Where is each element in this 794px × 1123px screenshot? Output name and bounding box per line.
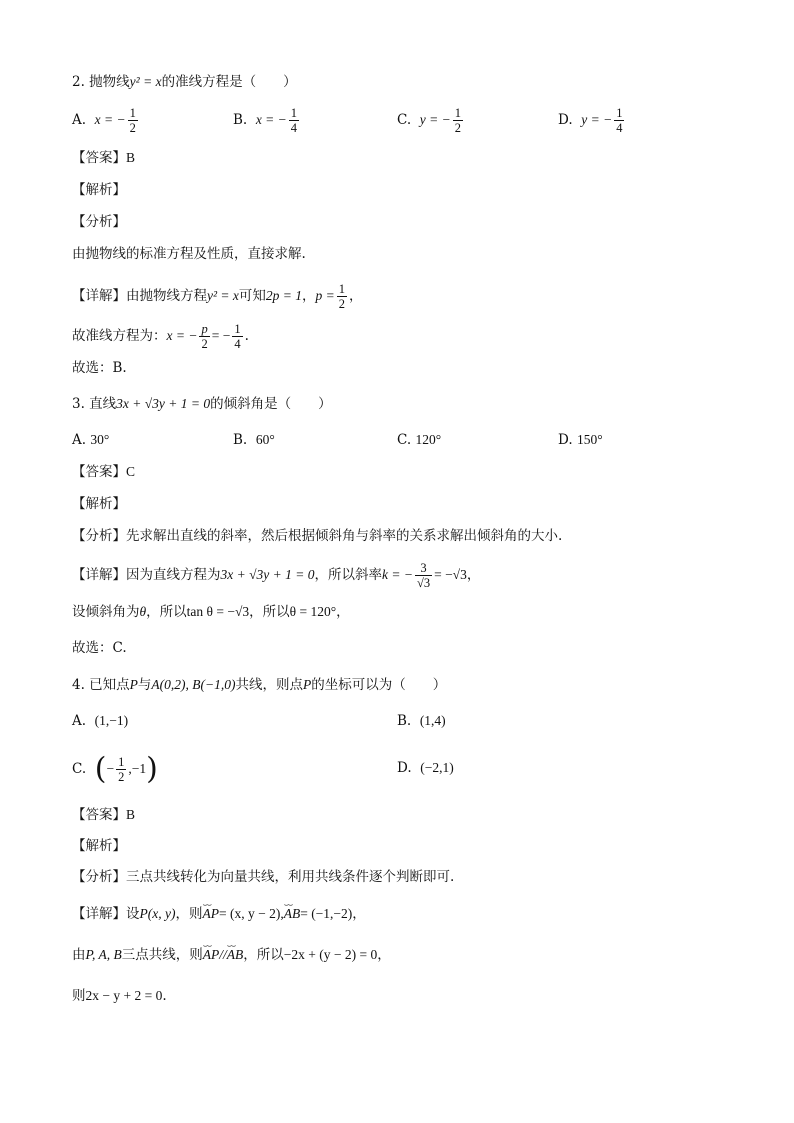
option-label: A. xyxy=(72,432,87,448)
equation: P, A, B xyxy=(85,947,122,962)
option-label: A. xyxy=(72,112,87,128)
text: 共线，则点 xyxy=(235,677,304,693)
q4-option-c: C. (− $\frac{1}{2}$ ,−1) xyxy=(72,751,158,787)
text: ，所以 xyxy=(146,604,187,620)
text: . xyxy=(162,988,167,1004)
q2-option-b xyxy=(233,106,301,135)
fraction: $\frac{3}{√3}$ xyxy=(416,561,431,590)
equation: 3x + √3y + 1 = 0 xyxy=(220,567,315,582)
q2-option-d xyxy=(558,106,626,135)
q2-option-a xyxy=(72,106,140,135)
text: 设 xyxy=(126,906,140,922)
answer-tag: 【答案】 xyxy=(72,150,126,166)
option-fraction: $\frac{1}{2}$ xyxy=(454,106,461,135)
q2-jiexi-tag: 【解析】 xyxy=(72,182,126,198)
option-label: C. xyxy=(72,761,87,777)
vector: ⌣⌣ AB xyxy=(227,945,244,965)
text: 因为直线方程为 xyxy=(126,567,221,583)
option-text: (1,−1) xyxy=(94,713,129,728)
equation: 2p = 1 xyxy=(265,288,303,303)
q3-stem-equation: 3x + √3y + 1 = 0 xyxy=(116,396,211,411)
option-label: B. xyxy=(233,112,248,128)
text: ，所以 xyxy=(249,604,290,620)
q3-xiangjie xyxy=(72,561,480,590)
option-text: (−2,1) xyxy=(420,760,454,775)
q2-stem-equation: y² = x xyxy=(129,74,162,89)
text: 设倾斜角为 xyxy=(72,604,140,620)
q4-final-line xyxy=(72,986,167,1006)
option-label: D. xyxy=(397,760,412,776)
text: 三点共线，则 xyxy=(121,947,203,963)
equation: // xyxy=(219,947,227,962)
equation: tan θ = −√3 xyxy=(186,604,250,619)
equation: P(x, y) xyxy=(139,906,176,921)
q2-option-c xyxy=(397,106,465,135)
option-fraction: $\frac{1}{4}$ xyxy=(616,106,623,135)
option-lhs: y = − xyxy=(419,112,451,127)
option-label: C. xyxy=(397,112,412,128)
fraction: $\frac{p}{2}$ xyxy=(201,322,208,351)
text: ， xyxy=(302,288,316,304)
q2-stem-suffix: 的准线方程是（ ） xyxy=(161,74,297,90)
option-label: D. xyxy=(558,432,573,448)
fraction: $\frac{1}{2}$ xyxy=(338,282,346,311)
answer-tag: 【答案】 xyxy=(72,807,126,823)
q4-jiexi-tag: 【解析】 xyxy=(72,838,126,854)
equation: = − xyxy=(211,328,231,343)
q4-option-b xyxy=(397,711,446,731)
equation: −2x + (y − 2) = 0 xyxy=(283,947,378,962)
q3-option-a xyxy=(72,430,109,450)
text: 则 xyxy=(72,988,86,1004)
q2-fenxi-text: 由抛物线的标准方程及性质，直接求解. xyxy=(72,246,306,262)
text: ， xyxy=(466,567,481,583)
equation: = (x, y − 2), xyxy=(218,906,284,921)
option-lhs: y = − xyxy=(581,112,613,127)
text: 由 xyxy=(72,947,86,963)
option-label: C. xyxy=(397,432,412,448)
equation: P xyxy=(129,677,138,692)
option-fraction: $\frac{1}{2}$ xyxy=(129,106,136,135)
q3-jiexi-tag: 【解析】 xyxy=(72,496,126,512)
xiangjie-tag: 【详解】 xyxy=(72,906,126,922)
text: ，所以斜率 xyxy=(314,567,382,583)
text: 4. 已知点 xyxy=(72,677,130,693)
q2-stem xyxy=(72,72,297,92)
answer-tag: 【答案】 xyxy=(72,464,126,480)
option-text: ,−1 xyxy=(128,761,147,776)
q2-fenxi-tag: 【分析】 xyxy=(72,214,126,230)
q4-answer xyxy=(72,805,135,825)
fenxi-tag: 【分析】 xyxy=(72,528,126,544)
option-lhs: x = − xyxy=(255,112,287,127)
q2-stem-prefix: 2. 抛物线 xyxy=(72,74,130,90)
fenxi-tag: 【分析】 xyxy=(72,869,126,885)
option-lhs: x = − xyxy=(94,112,126,127)
text: ，则 xyxy=(175,906,203,922)
option-label: B. xyxy=(233,432,248,448)
option-label: D. xyxy=(558,112,573,128)
equation: = (−1,−2) xyxy=(300,906,353,921)
option-text: 120° xyxy=(415,432,442,447)
fenxi-text: 先求解出直线的斜率，然后根据倾斜角与斜率的关系求解出倾斜角的大小. xyxy=(126,528,563,544)
answer-value: C xyxy=(126,464,136,479)
q4-collinear-line xyxy=(72,945,391,965)
option-text: 150° xyxy=(576,432,603,447)
text: ， xyxy=(352,906,366,922)
q3-stem xyxy=(72,394,332,414)
q3-option-d xyxy=(558,430,603,450)
vector: ⌣⌣ AB xyxy=(284,904,301,924)
option-text: − xyxy=(106,761,115,776)
vector: ⌣⌣ AP xyxy=(202,904,219,924)
text: 由抛物线方程 xyxy=(126,288,207,304)
option-label: A. xyxy=(72,713,87,729)
equation: A(0,2), B(−1,0) xyxy=(151,677,236,692)
q3-stem-suffix: 的倾斜角是（ ） xyxy=(210,396,332,412)
equation: p = xyxy=(315,288,335,303)
equation: k = − xyxy=(381,567,413,582)
q2-conclusion: 故选：B. xyxy=(72,360,127,376)
text: 与 xyxy=(137,677,152,693)
text: ， xyxy=(377,947,391,963)
answer-value: B xyxy=(126,150,136,165)
option-fraction: $\frac{1}{2}$ xyxy=(118,755,125,784)
q2-xiangjie xyxy=(72,282,363,311)
equation: θ = 120° xyxy=(289,604,337,619)
q2-directrix-line xyxy=(72,322,249,351)
text: 故准线方程为： xyxy=(72,328,167,344)
text: ， xyxy=(349,288,363,304)
q4-xiangjie xyxy=(72,904,366,924)
text: ，所以 xyxy=(243,947,284,963)
option-text: 60° xyxy=(255,432,275,447)
fenxi-text: 三点共线转化为向量共线，利用共线条件逐个判断即可. xyxy=(126,869,455,885)
vector: ⌣⌣ AP xyxy=(203,945,220,965)
option-label: B. xyxy=(397,713,412,729)
q3-conclusion: 故选：C. xyxy=(72,640,127,656)
text: ， xyxy=(336,604,350,620)
q4-option-a xyxy=(72,711,128,731)
text: . xyxy=(244,328,249,344)
q3-fenxi xyxy=(72,526,562,546)
q3-stem-prefix: 3. 直线 xyxy=(72,396,117,412)
equation: y² = x xyxy=(207,288,239,303)
equation: 2x − y + 2 = 0 xyxy=(85,988,163,1003)
equation: P xyxy=(303,677,312,692)
answer-value: B xyxy=(126,807,136,822)
option-text: 30° xyxy=(90,432,110,447)
q3-angle-line xyxy=(72,602,350,622)
q4-stem xyxy=(72,675,446,695)
equation: θ xyxy=(139,604,147,619)
fraction: $\frac{1}{4}$ xyxy=(234,322,241,351)
option-text: (1,4) xyxy=(419,713,446,728)
equation: = −√3 xyxy=(434,567,467,582)
text: 的坐标可以为（ ） xyxy=(311,677,447,693)
q4-option-d xyxy=(397,758,454,778)
q4-fenxi xyxy=(72,867,454,887)
q3-answer xyxy=(72,462,135,482)
q3-option-c xyxy=(397,430,441,450)
option-fraction: $\frac{1}{4}$ xyxy=(290,106,298,135)
q2-answer xyxy=(72,148,135,168)
equation: x = − xyxy=(166,328,198,343)
xiangjie-tag: 【详解】 xyxy=(72,288,126,304)
text: 可知 xyxy=(238,288,266,304)
xiangjie-tag: 【详解】 xyxy=(72,567,126,583)
q3-option-b xyxy=(233,430,275,450)
